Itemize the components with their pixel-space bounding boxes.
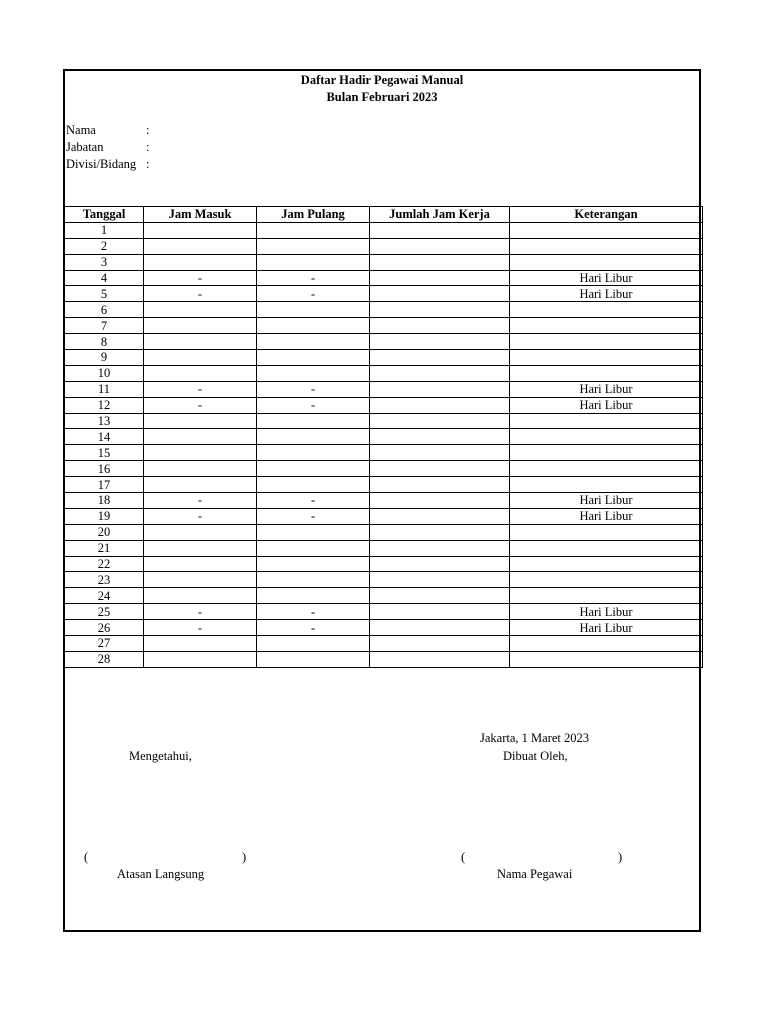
attendance-table bbox=[64, 206, 703, 668]
table-row bbox=[65, 651, 703, 667]
cell-jam-pulang: - bbox=[257, 604, 370, 620]
cell-jam-masuk bbox=[144, 636, 257, 652]
cell-jumlah-jam-kerja bbox=[370, 302, 510, 318]
left-signature-heading: Mengetahui, bbox=[129, 749, 192, 763]
cell-jam-masuk bbox=[144, 588, 257, 604]
cell-jam-masuk bbox=[144, 540, 257, 556]
left-signer-title: Atasan Langsung bbox=[117, 867, 205, 881]
cell-tanggal: 1 bbox=[65, 222, 144, 238]
cell-jam-pulang bbox=[257, 334, 370, 350]
cell-jam-pulang: - bbox=[257, 620, 370, 636]
cell-jam-pulang bbox=[257, 556, 370, 572]
table-row bbox=[65, 397, 703, 413]
column-header-jam-pulang: Jam Pulang bbox=[257, 207, 370, 223]
document-subtitle: Bulan Februari 2023 bbox=[326, 90, 438, 104]
cell-tanggal: 5 bbox=[65, 286, 144, 302]
cell-jumlah-jam-kerja bbox=[370, 461, 510, 477]
cell-jam-pulang: - bbox=[257, 397, 370, 413]
cell-keterangan bbox=[510, 318, 703, 334]
cell-keterangan bbox=[510, 254, 703, 270]
cell-tanggal: 7 bbox=[65, 318, 144, 334]
column-header-jam-masuk: Jam Masuk bbox=[144, 207, 257, 223]
left-close-paren: ) bbox=[242, 850, 247, 864]
cell-jam-pulang: - bbox=[257, 286, 370, 302]
info-field-nama bbox=[66, 122, 149, 139]
cell-keterangan bbox=[510, 413, 703, 429]
cell-jam-masuk bbox=[144, 429, 257, 445]
cell-keterangan bbox=[510, 556, 703, 572]
cell-jam-masuk bbox=[144, 350, 257, 366]
cell-jam-pulang: - bbox=[257, 270, 370, 286]
cell-jumlah-jam-kerja bbox=[370, 334, 510, 350]
cell-jam-pulang bbox=[257, 318, 370, 334]
cell-keterangan bbox=[510, 238, 703, 254]
cell-tanggal: 6 bbox=[65, 302, 144, 318]
cell-jam-pulang bbox=[257, 429, 370, 445]
cell-jumlah-jam-kerja bbox=[370, 381, 510, 397]
table-row bbox=[65, 604, 703, 620]
cell-jam-masuk: - bbox=[144, 604, 257, 620]
table-row bbox=[65, 636, 703, 652]
cell-tanggal: 15 bbox=[65, 445, 144, 461]
table-row bbox=[65, 334, 703, 350]
cell-jumlah-jam-kerja bbox=[370, 508, 510, 524]
cell-jam-pulang bbox=[257, 572, 370, 588]
cell-jam-pulang bbox=[257, 461, 370, 477]
cell-jumlah-jam-kerja bbox=[370, 524, 510, 540]
cell-jam-pulang bbox=[257, 365, 370, 381]
cell-jam-pulang: - bbox=[257, 493, 370, 509]
cell-jam-masuk bbox=[144, 318, 257, 334]
cell-keterangan bbox=[510, 302, 703, 318]
cell-keterangan: Hari Libur bbox=[510, 381, 703, 397]
cell-tanggal: 14 bbox=[65, 429, 144, 445]
cell-jam-masuk: - bbox=[144, 508, 257, 524]
cell-jumlah-jam-kerja bbox=[370, 572, 510, 588]
cell-tanggal: 9 bbox=[65, 350, 144, 366]
cell-jam-pulang bbox=[257, 302, 370, 318]
cell-jumlah-jam-kerja bbox=[370, 397, 510, 413]
cell-keterangan bbox=[510, 572, 703, 588]
cell-jam-pulang bbox=[257, 445, 370, 461]
cell-tanggal: 25 bbox=[65, 604, 144, 620]
cell-keterangan: Hari Libur bbox=[510, 493, 703, 509]
cell-tanggal: 23 bbox=[65, 572, 144, 588]
right-open-paren: ( bbox=[461, 850, 466, 864]
cell-jam-pulang bbox=[257, 636, 370, 652]
column-header-tanggal: Tanggal bbox=[65, 207, 144, 223]
cell-jam-masuk bbox=[144, 572, 257, 588]
cell-jumlah-jam-kerja bbox=[370, 540, 510, 556]
cell-jam-masuk bbox=[144, 302, 257, 318]
cell-jam-pulang bbox=[257, 413, 370, 429]
cell-keterangan bbox=[510, 636, 703, 652]
table-header-row bbox=[65, 207, 703, 223]
cell-jam-masuk bbox=[144, 413, 257, 429]
cell-jam-masuk: - bbox=[144, 270, 257, 286]
cell-keterangan bbox=[510, 588, 703, 604]
cell-jam-pulang bbox=[257, 350, 370, 366]
cell-jumlah-jam-kerja bbox=[370, 477, 510, 493]
table-row bbox=[65, 254, 703, 270]
place-date: Jakarta, 1 Maret 2023 bbox=[480, 731, 589, 745]
cell-keterangan: Hari Libur bbox=[510, 286, 703, 302]
cell-jumlah-jam-kerja bbox=[370, 636, 510, 652]
cell-jam-masuk bbox=[144, 445, 257, 461]
cell-jumlah-jam-kerja bbox=[370, 286, 510, 302]
cell-jumlah-jam-kerja bbox=[370, 429, 510, 445]
cell-jam-pulang bbox=[257, 588, 370, 604]
cell-jam-pulang bbox=[257, 477, 370, 493]
cell-jumlah-jam-kerja bbox=[370, 254, 510, 270]
cell-jam-pulang bbox=[257, 524, 370, 540]
table-row bbox=[65, 350, 703, 366]
cell-tanggal: 21 bbox=[65, 540, 144, 556]
cell-jam-masuk: - bbox=[144, 397, 257, 413]
cell-keterangan: Hari Libur bbox=[510, 620, 703, 636]
table-row bbox=[65, 461, 703, 477]
table-row bbox=[65, 429, 703, 445]
cell-keterangan bbox=[510, 540, 703, 556]
cell-keterangan bbox=[510, 365, 703, 381]
cell-tanggal: 2 bbox=[65, 238, 144, 254]
table-row bbox=[65, 620, 703, 636]
cell-jam-pulang bbox=[257, 651, 370, 667]
cell-tanggal: 22 bbox=[65, 556, 144, 572]
column-header-keterangan: Keterangan bbox=[510, 207, 703, 223]
cell-jam-masuk bbox=[144, 238, 257, 254]
cell-tanggal: 18 bbox=[65, 493, 144, 509]
document-title: Daftar Hadir Pegawai Manual bbox=[300, 73, 464, 87]
cell-tanggal: 13 bbox=[65, 413, 144, 429]
cell-tanggal: 3 bbox=[65, 254, 144, 270]
cell-jam-pulang: - bbox=[257, 508, 370, 524]
cell-keterangan: Hari Libur bbox=[510, 508, 703, 524]
table-row bbox=[65, 413, 703, 429]
cell-jam-pulang bbox=[257, 540, 370, 556]
cell-jam-masuk bbox=[144, 477, 257, 493]
table-row bbox=[65, 302, 703, 318]
cell-jam-masuk bbox=[144, 461, 257, 477]
table-row bbox=[65, 540, 703, 556]
table-row bbox=[65, 588, 703, 604]
info-label: Divisi/Bidang bbox=[66, 157, 137, 171]
table-row bbox=[65, 238, 703, 254]
cell-jumlah-jam-kerja bbox=[370, 493, 510, 509]
cell-tanggal: 26 bbox=[65, 620, 144, 636]
cell-tanggal: 11 bbox=[65, 381, 144, 397]
cell-jam-masuk bbox=[144, 556, 257, 572]
cell-jam-masuk bbox=[144, 365, 257, 381]
cell-tanggal: 10 bbox=[65, 365, 144, 381]
table-row bbox=[65, 381, 703, 397]
cell-tanggal: 8 bbox=[65, 334, 144, 350]
column-header-jumlah-jam-kerja: Jumlah Jam Kerja bbox=[370, 207, 510, 223]
info-field-divisi bbox=[66, 156, 149, 173]
table-row bbox=[65, 556, 703, 572]
table-row bbox=[65, 508, 703, 524]
cell-jam-masuk bbox=[144, 254, 257, 270]
cell-jam-pulang: - bbox=[257, 381, 370, 397]
cell-keterangan bbox=[510, 429, 703, 445]
cell-jumlah-jam-kerja bbox=[370, 365, 510, 381]
cell-jumlah-jam-kerja bbox=[370, 318, 510, 334]
right-close-paren: ) bbox=[618, 850, 623, 864]
cell-keterangan bbox=[510, 350, 703, 366]
cell-jumlah-jam-kerja bbox=[370, 588, 510, 604]
cell-jam-masuk bbox=[144, 524, 257, 540]
cell-keterangan: Hari Libur bbox=[510, 604, 703, 620]
info-label: Nama bbox=[66, 123, 96, 137]
table-row bbox=[65, 286, 703, 302]
cell-jam-pulang bbox=[257, 238, 370, 254]
cell-jam-pulang bbox=[257, 222, 370, 238]
table-row bbox=[65, 493, 703, 509]
cell-tanggal: 4 bbox=[65, 270, 144, 286]
cell-jumlah-jam-kerja bbox=[370, 222, 510, 238]
cell-jumlah-jam-kerja bbox=[370, 651, 510, 667]
table-row bbox=[65, 365, 703, 381]
cell-jumlah-jam-kerja bbox=[370, 604, 510, 620]
info-separator: : bbox=[146, 157, 150, 171]
cell-jam-masuk bbox=[144, 222, 257, 238]
cell-keterangan bbox=[510, 222, 703, 238]
attendance-sheet bbox=[63, 69, 701, 932]
table-row bbox=[65, 318, 703, 334]
cell-keterangan bbox=[510, 461, 703, 477]
cell-tanggal: 27 bbox=[65, 636, 144, 652]
cell-keterangan bbox=[510, 524, 703, 540]
table-row bbox=[65, 222, 703, 238]
left-open-paren: ( bbox=[84, 850, 89, 864]
cell-jam-masuk bbox=[144, 334, 257, 350]
cell-tanggal: 28 bbox=[65, 651, 144, 667]
cell-tanggal: 16 bbox=[65, 461, 144, 477]
table-row bbox=[65, 270, 703, 286]
info-separator: : bbox=[146, 140, 150, 154]
cell-tanggal: 12 bbox=[65, 397, 144, 413]
info-separator: : bbox=[146, 123, 150, 137]
cell-keterangan bbox=[510, 445, 703, 461]
table-row bbox=[65, 477, 703, 493]
cell-tanggal: 20 bbox=[65, 524, 144, 540]
cell-jumlah-jam-kerja bbox=[370, 620, 510, 636]
cell-keterangan bbox=[510, 651, 703, 667]
cell-jumlah-jam-kerja bbox=[370, 270, 510, 286]
cell-tanggal: 19 bbox=[65, 508, 144, 524]
cell-keterangan bbox=[510, 334, 703, 350]
right-signature-heading: Dibuat Oleh, bbox=[503, 749, 568, 763]
right-signer-title: Nama Pegawai bbox=[497, 867, 573, 881]
cell-jumlah-jam-kerja bbox=[370, 350, 510, 366]
cell-keterangan: Hari Libur bbox=[510, 270, 703, 286]
cell-jam-masuk bbox=[144, 651, 257, 667]
cell-keterangan: Hari Libur bbox=[510, 397, 703, 413]
cell-tanggal: 17 bbox=[65, 477, 144, 493]
cell-jam-masuk: - bbox=[144, 620, 257, 636]
table-row bbox=[65, 572, 703, 588]
cell-jam-masuk: - bbox=[144, 493, 257, 509]
info-label: Jabatan bbox=[66, 140, 104, 154]
cell-tanggal: 24 bbox=[65, 588, 144, 604]
cell-jam-pulang bbox=[257, 254, 370, 270]
cell-jam-masuk: - bbox=[144, 286, 257, 302]
cell-jumlah-jam-kerja bbox=[370, 413, 510, 429]
cell-keterangan bbox=[510, 477, 703, 493]
cell-jumlah-jam-kerja bbox=[370, 445, 510, 461]
table-row bbox=[65, 524, 703, 540]
cell-jam-masuk: - bbox=[144, 381, 257, 397]
table-row bbox=[65, 445, 703, 461]
cell-jumlah-jam-kerja bbox=[370, 556, 510, 572]
info-field-jabatan bbox=[66, 139, 149, 156]
cell-jumlah-jam-kerja bbox=[370, 238, 510, 254]
